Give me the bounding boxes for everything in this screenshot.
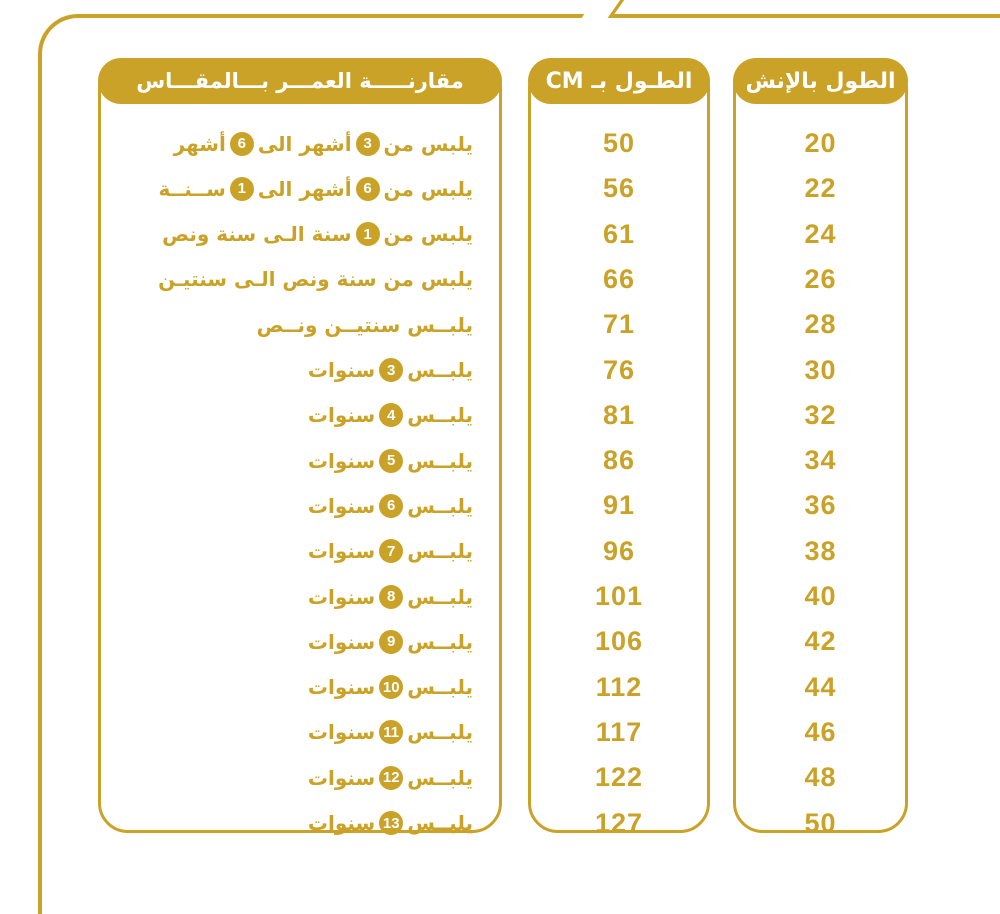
age-text: أشهر [173,131,226,156]
inch-column-header: الطول بالإنش [733,58,908,104]
age-description [101,212,499,257]
inch-value: 48 [804,762,837,793]
age-description [101,665,499,710]
inch-value: 30 [804,354,837,385]
age-description [101,755,499,800]
inch-value: 50 [804,807,837,838]
cm-value: 61 [602,218,636,249]
age-description [101,257,499,302]
cm-value: 117 [595,716,643,747]
age-text: يلبــس [407,539,473,564]
age-number-badge: 6 [379,494,403,518]
age-text: أشهر الى [257,131,352,156]
length-cm-column [528,58,710,838]
age-text: يلبــس [407,720,473,745]
age-text: يلبــس [407,403,473,428]
age-description [101,302,499,347]
inch-value: 44 [804,671,837,702]
inch-value: 34 [804,445,837,476]
age-text: يلبــس [407,765,473,790]
cm-value: 96 [602,535,636,566]
age-number-badge: 6 [356,177,380,201]
age-number-badge: 10 [379,675,403,699]
age-number-badge: 3 [356,132,380,156]
cm-value: 91 [602,490,636,521]
age-text: سنوات [307,765,376,790]
age-description [101,393,499,438]
cm-value: 122 [594,762,644,793]
cm-value: 56 [602,173,636,204]
age-comparison-column [98,58,502,833]
age-text: سنوات [307,358,376,382]
inch-value: 32 [804,399,837,430]
age-text: سنوات [307,811,376,835]
age-text: سنوات [307,448,376,473]
age-number-badge: 3 [379,358,403,382]
age-text: سنوات [307,403,376,428]
age-number-badge: 12 [379,766,403,790]
age-description [101,801,499,846]
age-text: يلبس من [383,222,473,247]
inch-value: 46 [804,716,837,747]
age-text: يلبــس [407,493,473,518]
age-text: يلبــس [407,629,473,654]
age-description [101,348,499,393]
age-text: يلبس من [383,176,473,201]
age-number-badge: 7 [379,539,403,563]
age-description [101,166,499,211]
inch-value: 42 [804,626,837,657]
age-column-header: مقارنـــــة العمـــر بـــالمقـــاس [98,58,502,104]
cm-value: 76 [602,354,636,385]
age-text: أشهر الى [257,176,352,201]
age-text: يلبــس [407,584,473,609]
cm-value: 101 [594,581,644,611]
inch-value: 38 [804,535,837,566]
inch-value: 28 [804,309,837,340]
age-description [101,121,499,166]
age-description [101,529,499,574]
age-description [101,710,499,755]
age-number-badge: 5 [379,449,403,473]
age-text: سنة الـى سنة ونص [162,222,352,247]
inch-value: 36 [804,490,837,521]
age-number-badge: 9 [379,630,403,654]
cm-value: 81 [602,399,636,430]
cm-value: 86 [602,445,636,476]
cm-column-header: الطـول بـ CM [528,58,710,104]
inch-value: 40 [804,581,837,611]
age-description [101,619,499,664]
inch-value: 24 [804,218,837,249]
age-text: يلبــس [407,358,473,382]
inch-value: 22 [804,173,837,204]
age-text: يلبــس [407,448,473,473]
cm-value: 127 [594,807,644,838]
age-text: سنوات [307,720,376,745]
age-text: يلبس من [383,131,473,156]
age-number-badge: 8 [379,585,403,609]
age-text: سنوات [307,584,376,609]
age-number-badge: 4 [379,403,403,427]
inch-value: 26 [804,263,837,294]
age-number-badge: 1 [356,222,380,246]
cm-value: 50 [602,128,636,158]
length-inch-column [733,58,908,838]
age-text: سنوات [307,675,376,700]
age-number-badge: 13 [379,811,403,835]
age-text: سنوات [307,539,376,564]
age-text: ســنــة [158,176,226,201]
age-description [101,483,499,528]
age-number-badge: 6 [230,132,254,156]
age-text: يلبــس سنتيــن ونــص [256,312,473,337]
cm-value: 106 [594,626,644,657]
age-description [101,574,499,619]
age-number-badge: 1 [230,177,254,201]
inch-value: 20 [804,128,837,158]
age-number-badge: 11 [379,720,403,744]
age-description [101,438,499,483]
age-text: سنوات [307,629,376,654]
age-text: يلبــس [407,675,473,700]
age-text: يلبــس [407,811,473,835]
age-text: سنوات [307,493,376,518]
cm-value: 71 [602,309,636,340]
cm-value: 112 [595,671,643,702]
age-text: يلبس من سنة ونص الـى سنتيـن [158,267,473,292]
cm-value: 66 [602,263,636,294]
